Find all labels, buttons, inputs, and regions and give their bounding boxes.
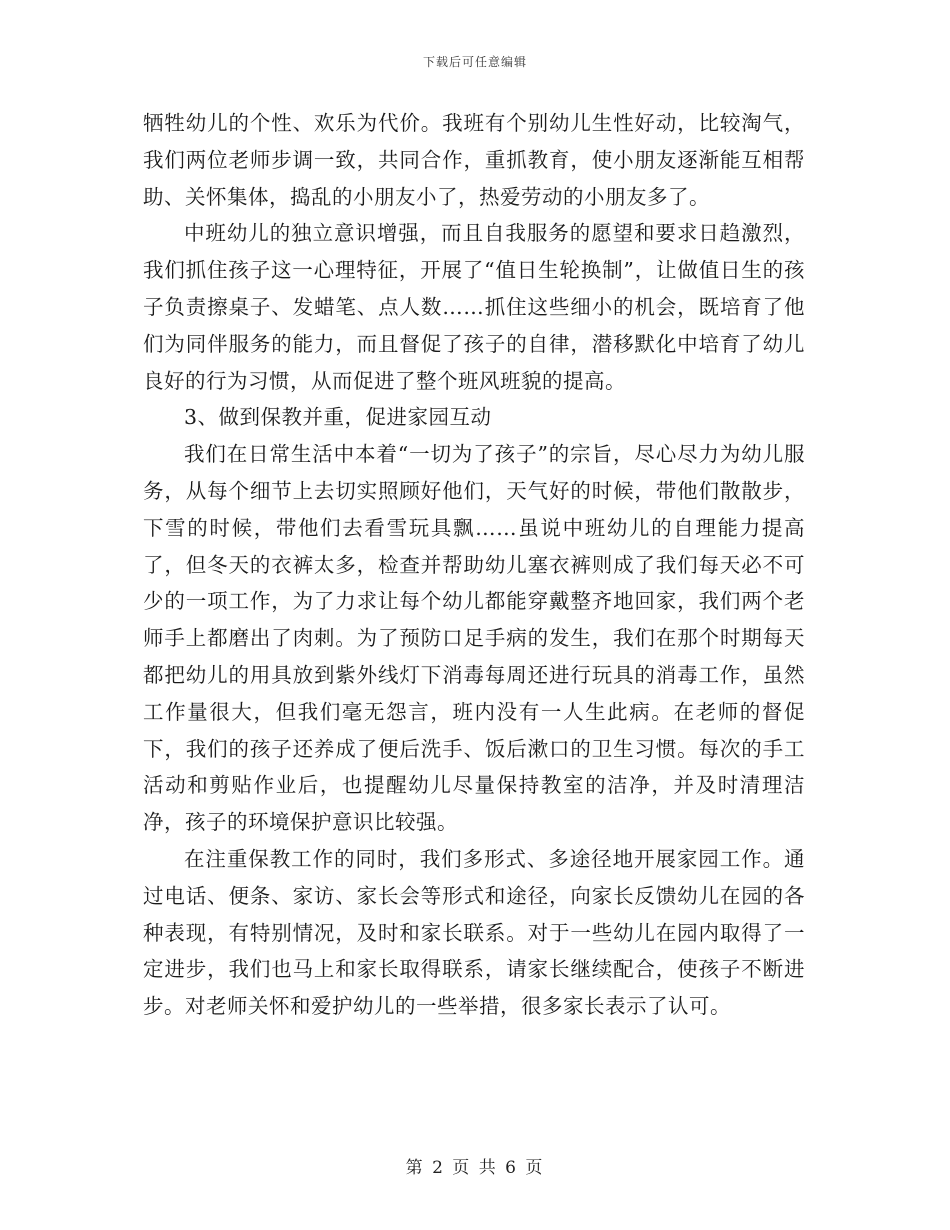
document-body	[143, 105, 805, 1025]
page-header: 下载后可任意编辑	[422, 55, 527, 69]
section-heading: 3、做到保教并重，促进家园互动	[184, 405, 492, 430]
paragraph-daily-care: 我们在日常生活中本着“一切为了孩子”的宗旨，尽心尽力为幼儿服务，从每个细节上去切实照顾好他们，天气好的时候，带他们散散步，下雪的时候，带他们去看雪玩具飘……虽说中班幼儿的自理能力提高了，但冬天的衣裤太多，检查并帮助幼儿塞衣裤则成了我们每天必不可少的一项工作，为了力求让每个幼儿都能穿戴整齐地回家，我们两个老师手上都磨出了肉刺。为了预防口足手病的发生，我们在那个时期每天都把幼儿的用具放到紫外线灯下消毒每周还进行玩具的消毒工作，虽然工作量很大，但我们毫无怨言，班内没有一人生此病。在老师的督促下，我们的孩子还养成了便后洗手、饭后漱口的卫生习惯。每次的手工活动和剪贴作业后，也提醒幼儿尽量保持教室的洁净，并及时清理洁净，孩子的环境保护意识比较强。	[143, 442, 805, 835]
paragraph-independence: 中班幼儿的独立意识增强，而且自我服务的愿望和要求日趋激烈，我们抓住孩子这一心理特征，开展了“值日生轮换制”，让做值日生的孩子负责擦桌子、发蜡笔、点人数……抓住这些细小的机会，既培育了他们为同伴服务的能力，而且督促了孩子的自律，潜移默化中培育了幼儿良好的行为习惯，从而促进了整个班风班貌的提高。	[143, 221, 805, 393]
paragraph-home-school: 在注重保教工作的同时，我们多形式、多途径地开展家园工作。通过电话、便条、家访、家长会等形式和途径，向家长反馈幼儿在园的各种表现，有特别情况，及时和家长联系。对于一些幼儿在园内取得了一定进步，我们也马上和家长取得联系，请家长继续配合，使孩子不断进步。对老师关怀和爱护幼儿的一些举措，很多家长表示了认可。	[143, 846, 805, 1019]
page-number: 第 2 页 共 6 页	[405, 1158, 545, 1178]
paragraph-continuation: 牺牲幼儿的个性、欢乐为代价。我班有个别幼儿生性好动，比较淘气，我们两位老师步调一致，共同合作，重抓教育，使小朋友逐渐能互相帮助、关怀集体，捣乱的小朋友小了，热爱劳动的小朋友多了。	[143, 111, 805, 209]
